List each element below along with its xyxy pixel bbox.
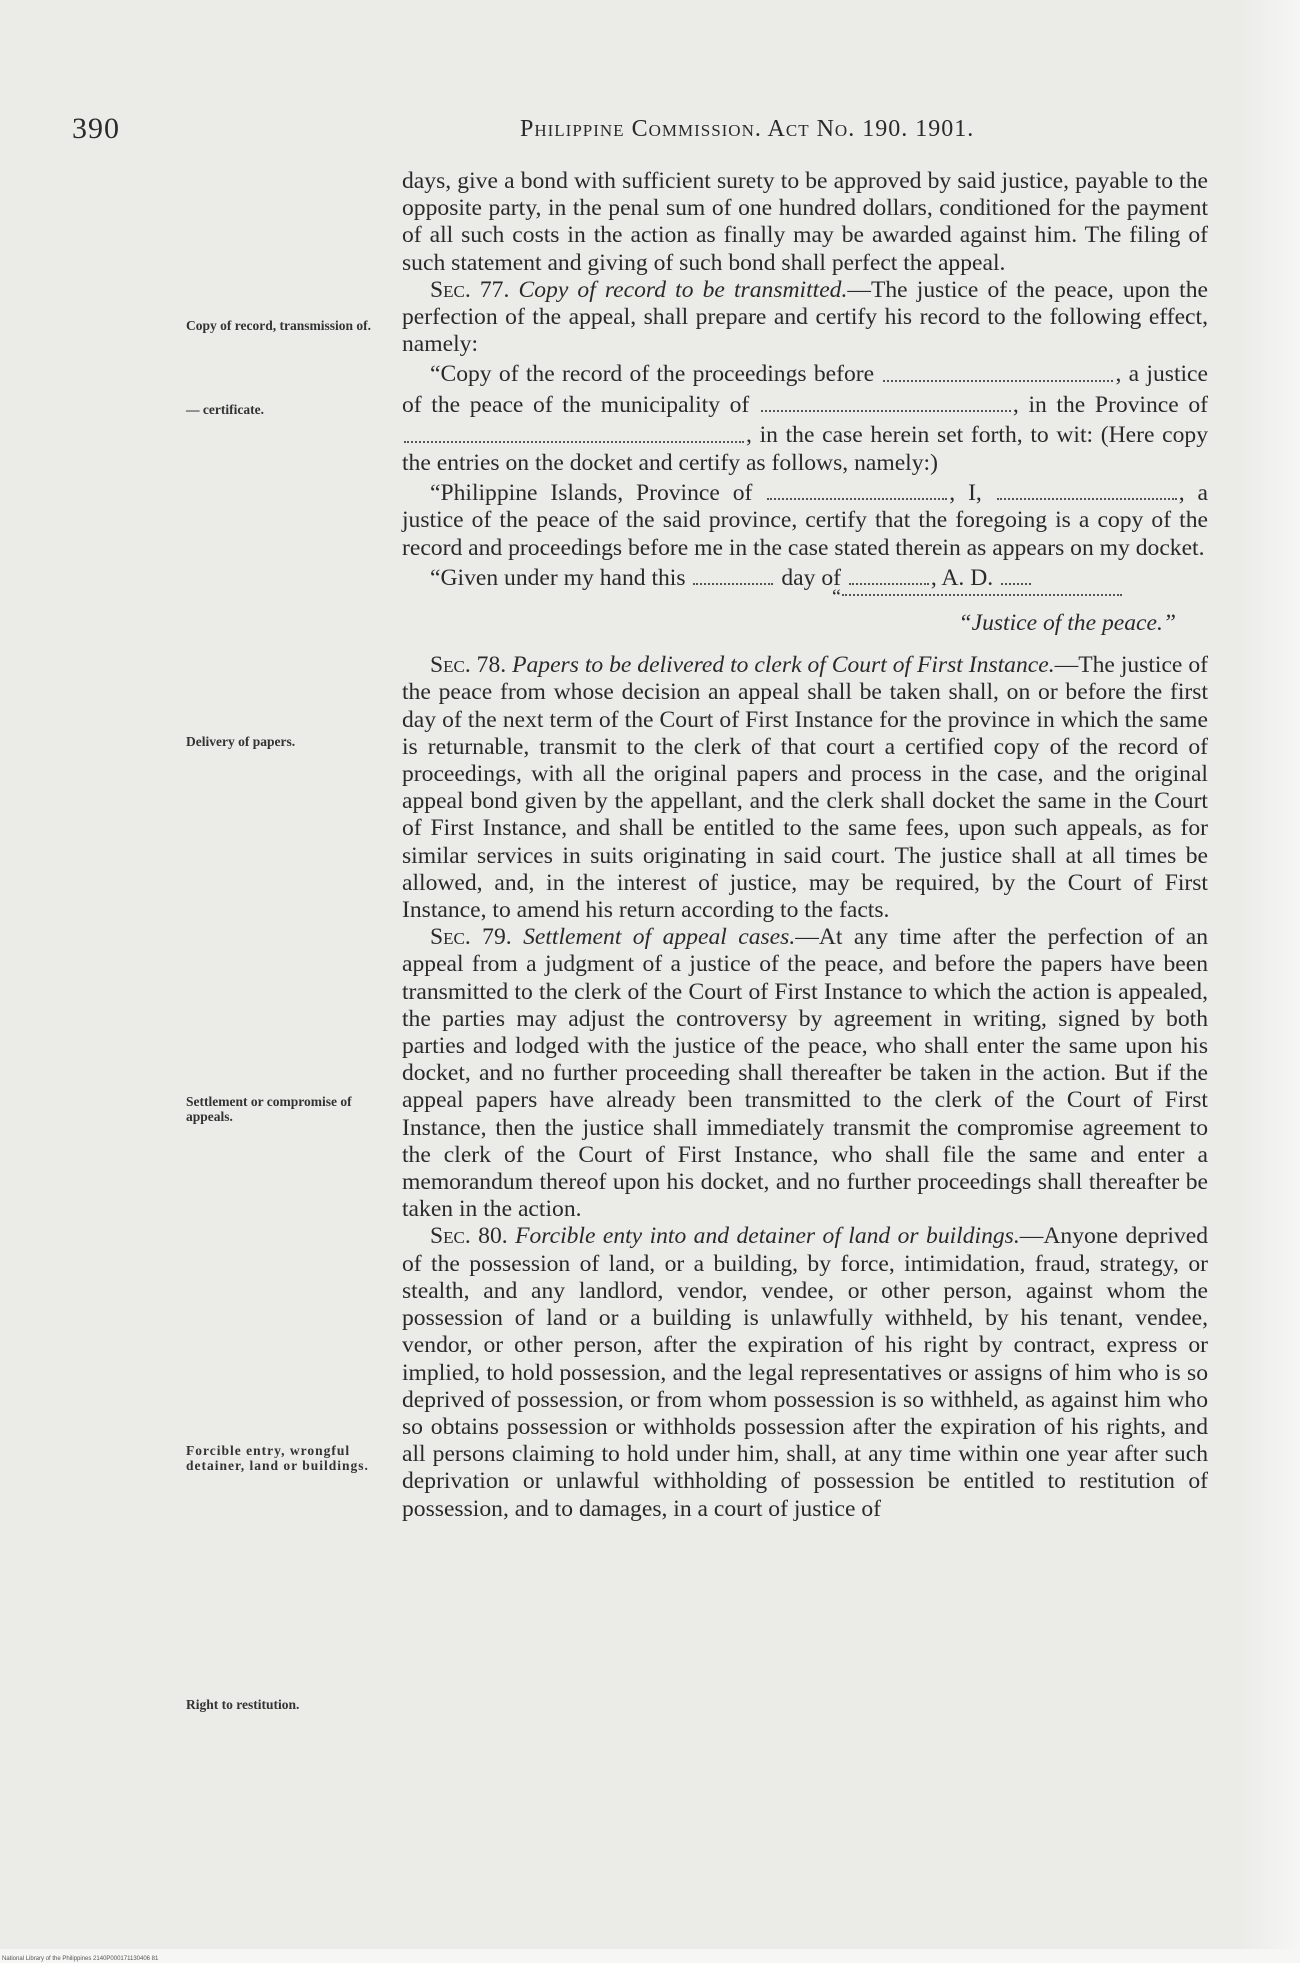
page-header [0,112,1300,152]
section-77-text: —The justice of the peace, upon the perfection of the appeal, shall prepare and certify his record to the following effect, namely: [402,276,1208,358]
blank-field [883,358,1113,381]
given-line: “Given under my hand this [430,565,686,592]
section-80 [402,1223,1208,1522]
form-line-2: a justice of the peace of the municipality of [402,361,1208,419]
section-80-heading: Forcible enty into and detainer of land or buildings. [515,1223,1020,1250]
running-head: Philippine Commission. Act No. 190. 1901. [520,116,975,142]
form-given [402,562,1208,592]
section-78-text: —The justice of the peace from whose decision an appeal shall be taken shall, on or before the first day of the next term of the Court of First Instance for the province in which the same is returnable, transmit to the clerk of that court a certified copy of the record of proceedings, with all the original papers and process in the case, and the original appeal bond given by the appellant, and the clerk shall docket the same in the Court of First Instance, and shall be entitled to the same fees, upon such appeals, as for similar services in suits originating in said court. The justice shall at all times be allowed, and, in the interest of justice, may be required, by the Court of First Instance, to amend his return according to the facts. [402,652,1208,924]
section-79-heading: Settlement of appeal cases. [523,924,796,951]
section-79-text: —At any time after the perfection of an appeal from a judgment of a justice of the peace, and before the papers have been transmitted to the clerk of the Court of First Instance to which the action is appealed, the parties may adjust the controversy by agreement in writing, signed by both parties and lodged with the justice of the peace, who shall enter the same upon his docket, and no further proceeding shall thereafter be taken in the action. But if the appeal papers have already been transmitted to the clerk of the Court of First Instance, then the justice shall immediately transmit the compromise agreement to the clerk of the Court of First Instance, who shall file the same and enter a memorandum thereof upon his docket, and no further proceedings shall thereafter be taken in the action. [402,924,1208,1223]
margin-note-settlement: Settlement or compromise of appeals. [186,1094,352,1124]
form-certification: “Philippine Islands, Province of , I, , a justice of the peace of the said province, certify that the foregoing is a copy of the record and proceedings before me in the case stated therein as appears on my docket. [402,477,1208,562]
section-77-label: Sec. 77. [430,276,510,303]
page-number: 390 [72,112,120,145]
margin-note-certificate: — certificate. [186,402,264,417]
continuation-paragraph: days, give a bond with sufficient surety to be approved by said justice, payable to the opposite party, in the penal sum of one hundred dollars, conditioned for the payment of all such costs in the action as finally may be awarded against him. The filing of such statement and giving of such bond shall perfect the appeal. [402,168,1208,276]
section-77 [402,277,1208,359]
margin-note-forcible-entry: Forcible entry, wrongful detainer, land or buildings. [186,1443,369,1473]
margin-note-delivery: Delivery of papers. [186,734,296,749]
scan-footer [0,1949,1300,1963]
margin-note-copy-of-record: Copy of record, transmission of. [186,318,371,333]
section-79 [402,924,1208,1223]
given-line-day: day of [781,565,841,592]
page-edge-shadow [1240,0,1300,1963]
section-78-heading: Papers to be delivered to clerk of Court of First Instance. [512,652,1055,679]
blank-field [404,419,744,442]
body-text [402,168,1208,1523]
certification-line-2: a justice of the peace of the said province, certify that the foregoing is a copy of the record and proceedings before me in the case stated therein as appears on my docket. [402,480,1209,561]
signature-quote: “ [832,586,841,609]
signature-line [842,594,1122,596]
signature-block [402,586,1208,646]
form-line-3: in the Province of [1028,392,1208,419]
form-line-1: “Copy of the record of the proceedings before [430,361,875,388]
blank-field [849,562,929,585]
margin-note-restitution: Right to restitution. [186,1697,300,1712]
section-80-label: Sec. 80. [430,1223,508,1250]
blank-field [767,477,947,500]
blank-field [997,477,1177,500]
section-78-label: Sec. 78. [430,652,507,679]
section-77-heading: Copy of record to be transmitted. [518,276,848,303]
form-line-3-continued: , in the case herein set forth, to wit: (Here copy the entries on the docket and certify as follows, namely:) [402,422,1208,476]
certification-line-1: “Philippine Islands, Province of [430,480,753,507]
blank-field [761,389,1011,412]
blank-field [1001,562,1031,585]
given-line-year: , A. D. [930,565,994,592]
signature-title: “Justice of the peace.” [958,610,1176,637]
blank-field [693,562,773,585]
scan-credit: National Library of the Philippines 2140P000171130406 81 [2,1956,159,1962]
certification-line-1-continued: , I, [949,480,982,507]
form-copy-of-record: “Copy of the record of the proceedings before , a justice of the peace of the municipality of , in the Province of , in the case herein set forth, to wit: (Here copy the entries on the docket and certify as follows, namely:) [402,358,1208,477]
section-80-text: —Anyone deprived of the possession of land, or a building, by force, intimidation, fraud, strategy, or stealth, and any landlord, vendor, vendee, or other person, against whom the possession of land or a building is unlawfully withheld, by his tenant, vendee, vendor, or other person, after the expiration of his right by contract, express or implied, to hold possession, and the legal representatives or assigns of him who is so deprived of possession, or from whom possession is so withheld, as against him who so obtains possession or withholds possession after the expiration of his rights, and all persons claiming to hold under him, shall, at any time within one year after such deprivation or unlawful withholding of possession be entitled to restitution of possession, and to damages, in a court of justice of [402,1223,1209,1522]
section-78 [402,652,1208,924]
section-79-label: Sec. 79. [430,924,512,951]
